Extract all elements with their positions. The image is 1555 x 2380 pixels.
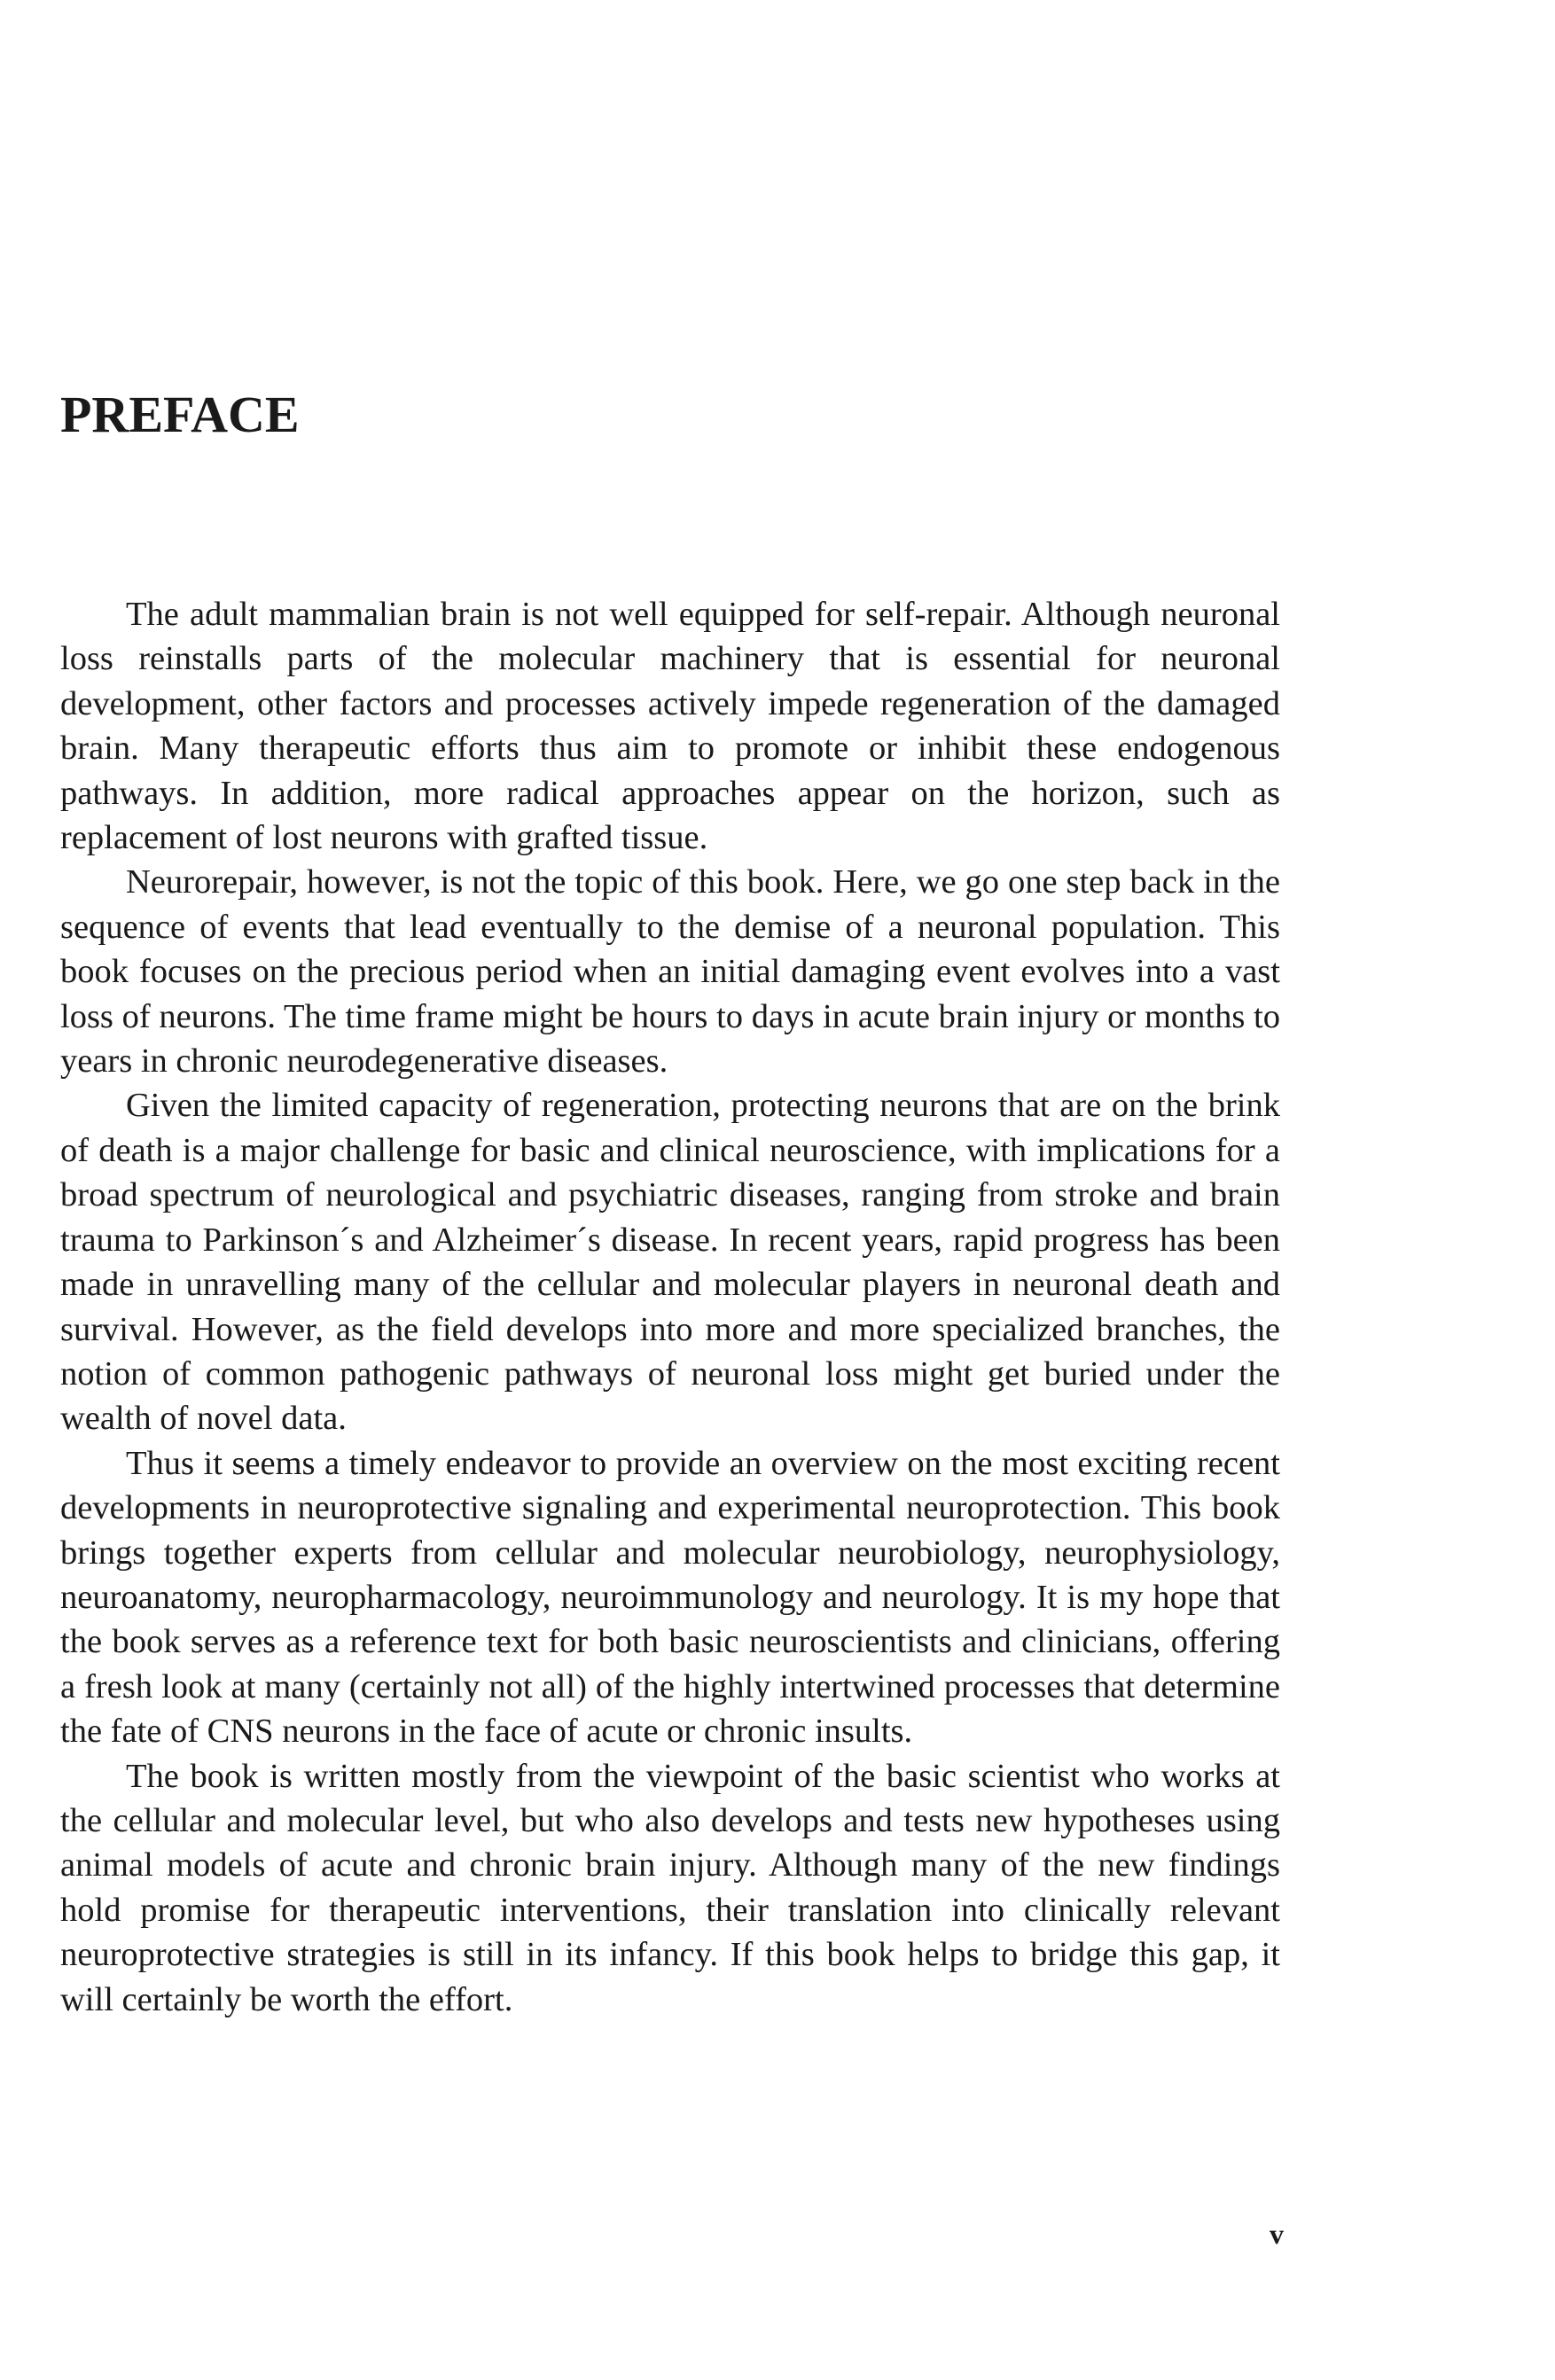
preface-body: [60, 592, 1280, 2022]
page-title: PREFACE: [60, 386, 300, 443]
paragraph-1: The adult mammalian brain is not well equipped for self-repair. Although neuronal loss reinstalls parts of the molecular machinery that is essential for neuronal development, other factors and processes actively impede regeneration of the damaged brain. Many therapeutic efforts thus aim to promote or inhibit these endogenous pathways. In addition, more radical approaches appear on the horizon, such as replacement of lost neurons with grafted tissue.: [60, 596, 1280, 857]
paragraph-4: Thus it seems a timely endeavor to provide an overview on the most exciting recent developments in neuroprotective signaling and experimental neuroprotection. This book brings together experts from cellular and molecular neurobiology, neurophysiology, neuroanatomy, neuropharmacology, neuroimmunology and neurology. It is my hope that the book serves as a reference text for both basic neuroscientists and clinicians, offering a fresh look at many (certainly not all) of the highly intertwined processes that determine the fate of CNS neurons in the face of acute or chronic insults.: [60, 1444, 1280, 1751]
page-number: v: [1270, 2218, 1284, 2250]
paragraph-2: Neurorepair, however, is not the topic of this book. Here, we go one step back in the sequence of events that lead eventually to the demise of a neuronal population. This book focuses on the precious period when an initial damaging event evolves into a vast loss of neurons. The time frame might be hours to days in acute brain injury or months to years in chronic neurodegenerative diseases.: [60, 863, 1280, 1081]
paragraph-5: The book is written mostly from the viewpoint of the basic scientist who works at the cellular and molecular level, but who also develops and tests new hypotheses using animal models of acute and chronic brain injury. Although many of the new findings hold promise for therapeutic interventions, their translation into clinically relevant neuroprotective strategies is still in its infancy. If this book helps to bridge this gap, it will certainly be worth the effort.: [60, 1757, 1280, 2018]
paragraph-3: Given the limited capacity of regeneration, protecting neurons that are on the brink of death is a major challenge for basic and clinical neuroscience, with implications for a broad spectrum of neurological and psychiatric diseases, ranging from stroke and brain trauma to Parkinson´s and Alzheimer´s disease. In recent years, rapid progress has been made in unravelling many of the cellular and molecular players in neuronal death and survival. However, as the field develops into more and more specialized branches, the notion of common pathogenic pathways of neuronal loss might get buried under the wealth of novel data.: [60, 1087, 1280, 1438]
